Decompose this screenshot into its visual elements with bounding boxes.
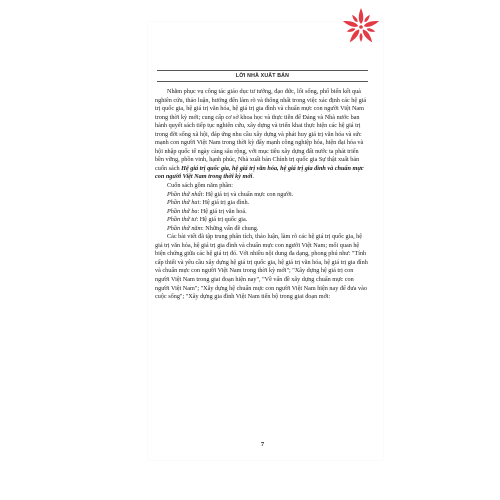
- part-text: : Những vấn đề chung.: [202, 224, 259, 232]
- list-item: [167, 208, 369, 217]
- book-title-end: .: [252, 173, 254, 181]
- page-number: 7: [260, 441, 265, 448]
- part-label: Phần thứ năm: [167, 224, 202, 232]
- part-text: : Hệ giá trị và chuẩn mực con người.: [202, 190, 294, 198]
- publisher-emblem-icon: [338, 4, 384, 50]
- list-item: [167, 191, 369, 200]
- preface-body: [155, 88, 369, 302]
- intro-text: Nhằm phục vụ công tác giáo dục tư tưởng, đạo đức, lối sống, phổ biến kết quả nghiên cứu, thảo luận, hướng đến làm rõ và thống nhất trong việc xác định các hệ giá trị quốc gia, hệ giá trị văn hóa, hệ giá trị gia đình và chuẩn mực con người Việt Nam trong thời kỳ mới; cung cấp cơ sở khoa học và thực tiễn để Đảng và Nhà nước ban hành quyết sách tiếp tục nghiên cứu, xây dựng và triển khai thực hiện các hệ giá trị trong đời sống xã hội, đáp ứng nhu cầu xây dựng và phát huy giá trị văn hóa và sức mạnh con người Việt Nam trong thời kỳ đẩy mạnh công nghiệp hóa, hiện đại hóa và hội nhập quốc tế ngày càng sâu rộng, với mục tiêu xây dựng đất nước ta phát triển bền vững, phồn vinh, hạnh phúc, Nhà xuất bản Chính trị quốc gia Sự thật xuất bản cuốn sách: [155, 88, 367, 172]
- contents-intro: Cuốn sách gồm năm phần:: [167, 182, 233, 190]
- header-rule-bottom: [157, 81, 368, 82]
- part-label: Phần thứ tư: [167, 216, 197, 224]
- part-text: : Hệ giá trị quốc gia.: [196, 216, 248, 224]
- header-rule-top: [157, 70, 368, 71]
- list-item: [167, 216, 369, 225]
- part-text: : Hệ giá trị gia đình.: [199, 199, 250, 207]
- list-item: [167, 199, 369, 208]
- part-text: : Hệ giá trị văn hoá.: [197, 207, 247, 215]
- closing-paragraph: Các bài viết đã tập trung phân tích, thảo luận, làm rõ các hệ giá trị quốc gia, hệ giá trị văn hóa, hệ giá trị gia đình và chuẩn mực con người Việt Nam; mối quan hệ biện chứng giữa các hệ giá trị đó. Với nhiều nội dung đa dạng, phong phú như: "Tính cấp thiết và yêu cầu xây dựng hệ giá trị quốc gia, hệ giá trị văn hóa, hệ giá trị gia đình và chuẩn mực con người Việt Nam trong thời kỳ mới"; "Xây dựng hệ giá trị con người Việt Nam trong giai đoạn hiện nay", "Về vấn đề xây dựng chuẩn mực con người Việt Nam"; "Xây dựng hệ chuẩn mực con người Việt Nam hiện nay để đưa vào cuộc sống"; "Xây dựng gia đình Việt Nam tiến bộ trong giai đoạn mới:: [155, 233, 368, 301]
- part-label: Phần thứ hai: [167, 199, 200, 207]
- part-label: Phần thứ ba: [167, 207, 198, 215]
- intro-paragraph: [155, 88, 369, 182]
- parts-list: [155, 191, 369, 234]
- part-label: Phần thứ nhất: [167, 190, 203, 198]
- book-title: Hệ giá trị quốc gia, hệ giá trị văn hóa, hệ giá trị gia đình và chuẩn mực con người Việt Nam trong thời kỳ mới: [155, 164, 364, 181]
- section-title: LỜI NHÀ XUẤT BẢN: [235, 73, 290, 79]
- list-item: [167, 225, 369, 234]
